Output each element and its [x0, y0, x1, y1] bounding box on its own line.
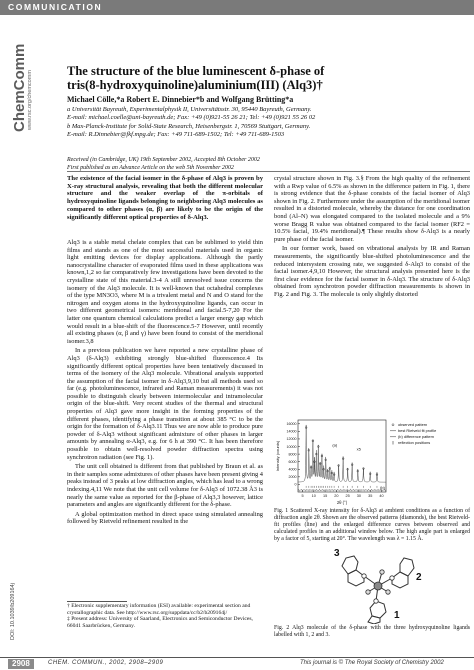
y-tick-label: 6000 — [288, 459, 297, 464]
legend-label: reflection positions — [398, 440, 431, 445]
section-label: COMMUNICATION — [8, 2, 103, 12]
left-column-body — [67, 239, 263, 528]
title-line-2: tris(8-hydroxyquinoline)aluminium(III) (Alq3)† — [67, 78, 323, 92]
publication-history — [67, 157, 260, 172]
x-tick-label: 30 — [356, 494, 362, 498]
difference-curve — [298, 489, 386, 491]
right-paragraph-1: crystal structure shown in Fig. 3.§ From the high quality of the refinement with a Rwp value of 6.5% as shown in the difference pattern in Fig. 1, there is strong evidence that the δ-phase consists of the facial isomer of Alq3 shown in Fig. 2. Furthermore under the assumption of the meridional isomer resulted in a distorted molecule, whereby the distance for one coordination bond (Al–N) was elongated compared to the isolated molecule and a 9% worse Bragg R value was obtained compared to the facial isomer (RF2 = 10.5% facial, 19.4% meridional).¶ These results show δ-Alq3 is a nearly pure phase of the facial isomer. — [274, 175, 470, 243]
legend-swatch — [392, 424, 394, 426]
affiliation-b-contact[interactable]: E-mail: R.Dinnebier@fkf.mpg.de; Fax: +49 711-689-1502; Tel: +49 711-689-1503 — [67, 131, 285, 138]
alq3-molecule-drawing — [330, 546, 426, 624]
y-tick-label: 2000 — [288, 475, 297, 480]
body-paragraph-2: In a previous publication we have reported a new crystalline phase of Alq3 (δ-Alq3) exhibiting strongly blue-shifted fluorescence.4 Its significantly different optical properties have been tentatively discussed in terms of the isomery of the Alq3 molecule. Vibrational analysis supported the assumption of the facial isomer in δ-Alq3,9,10 but all methods used so far (e.g. photoluminescence, infrared and Raman measurements) it was not possible to distinguish clearly between intermolecular and intramolecular origin of the blue-shift. Very recent studies of the thermal and structural properties of Alq3 gave more insight in the forming properties of the different phases, identifying a phase transition at about 385 °C to be the origin for the formation of δ-Alq3.11 Thus we are now able to produce pure powder of δ-Alq3 without significant admixture of other phases in larger amounts by annealing α-Alq3, e.g. for 6 h at 390 °C. It has been therefore possible to obtain well-resolved powder diffraction spectra using synchrotron radiation (see Fig. 1). — [67, 347, 263, 461]
x-tick-label: 10 — [311, 494, 316, 498]
figure-2-molecule — [330, 546, 426, 624]
x-tick-label: 20 — [334, 494, 339, 498]
x-tick-label: 35 — [368, 494, 373, 498]
footer-copyright: This journal is © The Royal Society of Chemistry 2002 — [300, 660, 444, 666]
abstract: The existence of the facial isomer in the δ-phase of Alq3 is proven by X-ray structural analysis, revealing that both the different molecular structure and the weaker overlap of the π-orbitals of hydroxyquinoline ligands belonging to neighboring Alq3 molecules as compared to other phases (α, β) are likely to be the origin of the significantly different optical properties of δ-Alq3. — [67, 175, 263, 221]
figure-1-caption: Fig. 1 Scattered X-ray intensity for δ-Alq3 at ambient conditions as a function of diffraction angle 2θ. Shown are the observed patterns (diamonds), the best Rietveld-fit profiles (line) and the enlarged difference curves between observed and calculated profiles in an additional window below. The high angle part is enlarged by a factor of 5, starting at 20°. The wavelength was λ = 1.15 Å. — [274, 508, 470, 542]
affiliation-a-address: a Universität Bayreuth, Experimentalphysik II, Universitätsstr. 30, 95440 Bayreuth, Germany. — [67, 106, 312, 113]
published-date: First published as an Advance Article on the web 5th November 2002 — [67, 164, 234, 171]
plot-frame — [298, 420, 386, 492]
ligand-label-1: 1 — [394, 610, 400, 621]
y-axis-label: Intensity (counts) — [275, 440, 280, 472]
author-list: Michael Cölle,*a Robert E. Dinnebier*b and Wolfgang Brütting*a — [67, 95, 294, 104]
footnote-present-address: ‡ Present address: University of Saarland, Electronics and Semiconductor Devices, 66041 Saarbrücken, Germany. — [67, 616, 253, 629]
figure-1-chart — [274, 416, 470, 506]
legend-label: best Rietveld fit profile — [398, 428, 437, 433]
received-date: Received (in Cambridge, UK) 19th September 2002, Accepted 8th October 2002 — [67, 157, 260, 163]
journal-sidebar — [9, 36, 35, 132]
ligand-label-2: 2 — [416, 572, 422, 583]
y-tick-label: 10000 — [286, 444, 297, 449]
y-tick-label: 8000 — [288, 452, 297, 457]
doi-label[interactable]: DOI: 10.1039/b209164j — [10, 583, 16, 640]
x-tick-label: 25 — [345, 494, 350, 498]
footer-citation: CHEM. COMMUN., 2002, 2908–2909 — [48, 660, 164, 666]
panel-label: x5 — [356, 446, 361, 452]
ligand-label-3: 3 — [334, 548, 340, 559]
diffraction-plot-svg — [274, 416, 470, 506]
right-column-body — [274, 175, 470, 301]
figure-2-caption: Fig. 2 Alq3 molecule of the δ-phase with the three hydroxyquinoline ligands labelled with 1, 2 and 3. — [274, 625, 470, 638]
y-tick-label: 4000 — [288, 467, 297, 472]
journal-url[interactable]: www.rsc.org/chemcomm — [27, 70, 33, 130]
journal-logo: ChemComm — [11, 43, 28, 132]
y-tick-label: 14000 — [286, 429, 297, 434]
y-tick-label: 12000 — [286, 437, 297, 442]
x-tick-label: 5 — [301, 494, 304, 498]
fit-profile-line — [298, 425, 386, 482]
right-paragraph-2: In our former work, based on vibrational analysis by IR and Raman measurements, the significantly blue-shifted photoluminescence and the reduced intersystem crossing rate, we suggested δ-Alq3 to consist of the facial isomer.4,9,10 However, the structural analysis presented here is the first clear evidence for the facial isomer in δ-Alq3. The structure of δ-Alq3 obtained from synchrotron powder diffraction measurements is shown in Fig. 2 and Fig. 3. The molecule is only slightly distorted — [274, 245, 470, 298]
x-axis-label: 2θ (°) — [336, 500, 348, 505]
body-paragraph-4: A global optimization method in direct space using simulated annealing followed by Rietveld refinement resulted in the — [67, 510, 263, 526]
affiliation-b-address: b Max-Planck-Institute for Solid-State Research, Heisenbergstr. 1, 70569 Stuttgart, Germany. — [67, 123, 311, 130]
title-line-1: The structure of the blue luminescent δ-phase of — [67, 64, 325, 78]
affiliation-a-contact[interactable]: E-mail: michael.coelle@uni-bayreuth.de; Fax: +49 (0)921-55 26 21; Tel: +49 (0)921 55 26 02 — [67, 114, 316, 121]
header-divider — [67, 171, 470, 172]
legend-label: observed pattern — [398, 422, 428, 427]
footnotes — [67, 603, 263, 629]
section-header-bar — [0, 0, 474, 15]
x-tick-label: 15 — [322, 494, 328, 498]
page-number: 2908 — [8, 659, 34, 669]
panel-label: (b) — [380, 484, 385, 490]
x-tick-label: 40 — [379, 494, 384, 498]
body-paragraph-3: The unit cell obtained is different from that published by Braun et al. as in their samples some admixtures of other phases have been present giving 4 peaks instead of 3 peaks at low diffraction angles, which has lead to a wrong indexing.4,11 We note that the unit cell volume for δ-Alq3 of 1072.38 Å3 is nearly the same value as reported for the β-phase of Alq3,3 however, lattice parameters and angles are significantly different for the δ-phase. — [67, 463, 263, 509]
article-title — [67, 64, 467, 92]
body-paragraph-1: Alq3 is a stable metal chelate complex that can be sublimed to yield thin films and stands as one of the most successful materials used in organic light emitting devices for display applications. Although the partly nanocrystalline character of evaporated films used in these applications was known,1,2 so far comparatively few investigations have been devoted to the crystalline state of this material.3-4 A still unresolved issue concerns the isomery of the Alq3 molecule. It is well-known that octahedral complexes of the type MN3O3, where M is a trivalent metal and N and O stand for the nitrogen and oxygen atoms in the hydroxyquinoline ligands, can occur in two different geometrical isomers: meridional and facial.5-7,20 For the latter one quantum chemical calculations predict a larger energy gap which would result in a blue-shift of the fluorescence.5-7 However, until recently all existing phases (α, β and γ) have been found to consist of the meridional isomer.3,8 — [67, 239, 263, 345]
legend-label: (b) difference pattern — [398, 434, 435, 439]
footnote-divider — [67, 601, 127, 602]
y-tick-label: 16000 — [286, 422, 297, 427]
footnote-esi[interactable]: † Electronic supplementary information (ESI) available: experimental section and crystallographic data. See http://www.rsc.org/suppdata/cc/b2/b209164j/ — [67, 603, 251, 616]
panel-label: (a) — [332, 442, 338, 448]
y-tick-label: 0 — [294, 482, 297, 487]
